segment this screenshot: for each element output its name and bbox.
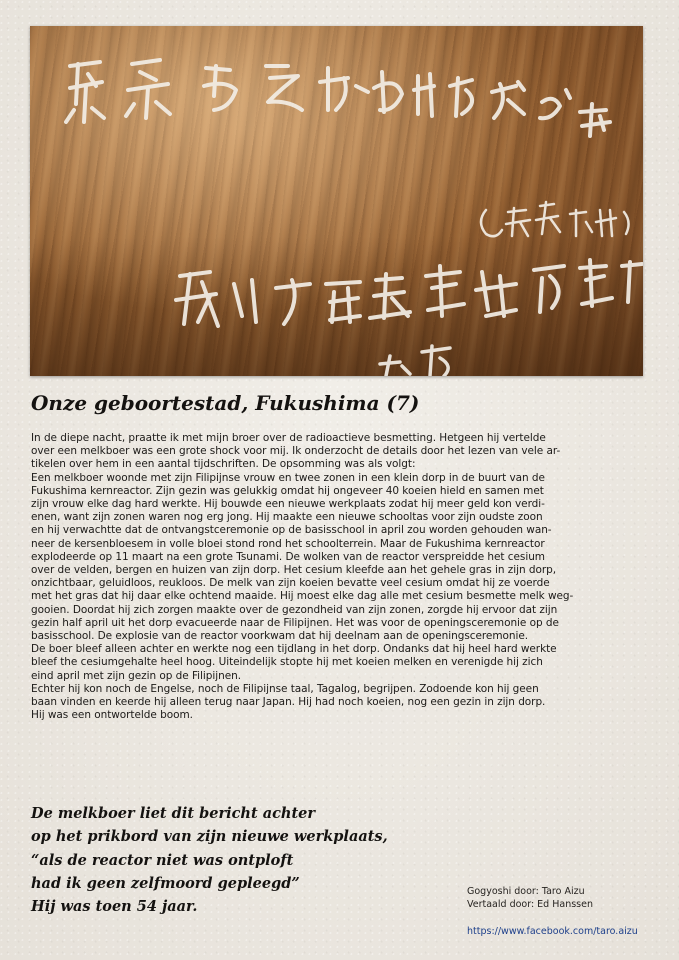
body-line: neer de kersenbloesem in volle bloei stond rond het schoolterrein. Maar de Fukushima kernreactor <box>31 537 545 550</box>
scratched-text-line-3 <box>176 260 642 326</box>
body-line: Hij was een ontwortelde boom. <box>31 709 193 722</box>
author-credit: Gogyoshi door: Taro Aizu <box>467 886 585 897</box>
quote-line: De melkboer liet dit bericht achter <box>31 805 316 822</box>
facebook-link[interactable]: https://www.facebook.com/taro.aizu <box>467 926 638 937</box>
body-line: bleef the cesiumgehalte heel hoog. Uiteindelijk stopte hij met koeien melken en verenigde hij zich <box>31 656 543 669</box>
article-body <box>31 432 649 722</box>
body-line: over een melkboer was een grote shock voor mij. Ik onderzocht de details door het lezen van vele ar- <box>31 445 561 458</box>
body-line: eind april met zijn gezin op de Filipijnen. <box>31 669 242 682</box>
scratched-text-line-1 <box>66 60 610 136</box>
quote-line: op het prikbord van zijn nieuwe werkplaats, <box>31 828 388 846</box>
body-line: onzichtbaar, geluidloos, reukloos. De melk van zijn koeien bevatte veel cesium omdat hij ze voerde <box>31 577 550 590</box>
body-line: gooien. Doordat hij zich zorgen maakte over de gezondheid van zijn zonen, zorgde hij ervoor dat zijn <box>31 603 558 616</box>
body-line: enen, want zijn zonen waren nog erg jong. Hij maakte een nieuwe schooltas voor zijn oudste zoon <box>31 511 543 524</box>
quote-line: “als de reactor niet was ontploft <box>31 851 294 869</box>
gogyoshi-quote <box>31 802 388 918</box>
body-line: zijn vrouw elke dag hard werkte. Hij bouwde een nieuwe werkplaats zodat hij meer geld kon verdi- <box>31 498 545 511</box>
body-line: Echter hij kon noch de Engelse, noch de Filipijnse taal, Tagalog, begrijpen. Zodoende kon hij geen <box>31 682 539 695</box>
body-line: De boer bleef alleen achter en werkte nog een tijdlang in het dorp. Ondanks dat hij heel hard werkte <box>31 643 557 656</box>
body-line: gezin half april uit het dorp evacueerde naar de Filipijnen. Het was voor de openingsceremonie op de <box>31 616 559 629</box>
quote-line: Hij was toen 54 jaar. <box>31 898 198 916</box>
body-line: tikelen over hem in een aantal tijdschriften. De opsomming was als volgt: <box>31 458 416 471</box>
header-photo <box>30 26 643 376</box>
quote-line: had ik geen zelfmoord gepleegd” <box>31 874 300 892</box>
body-line: Fukushima kernreactor. Zijn gezin was gelukkig omdat hij ongeveer 40 koeien hield en samen met <box>31 484 544 497</box>
scratched-text-line-2 <box>481 202 629 236</box>
body-line: basisschool. De explosie van de reactor voorkwam dat hij deelnam aan de openingsceremonie. <box>31 630 529 643</box>
body-line: Een melkboer woonde met zijn Filipijnse vrouw en twee zonen in een klein dorp in de buurt van de <box>31 471 545 484</box>
body-line: In de diepe nacht, praatte ik met mijn broer over de radioactieve besmetting. Hetgeen hij vertelde <box>31 432 546 444</box>
article-title: Onze geboortestad, Fukushima (7) <box>31 391 420 415</box>
wood-board-scratched-writing <box>30 26 643 376</box>
body-line: met het gras dat hij daar elke ochtend maaide. Hij moest elke dag alle met cesium besmette melk weg- <box>31 590 574 603</box>
body-line: over de velden, bergen en huizen van zijn dorp. Het cesium kleefde aan het gehele gras in zijn dorp, <box>31 564 556 577</box>
credits <box>467 885 593 911</box>
translator-credit: Vertaald door: Ed Hanssen <box>467 899 593 910</box>
body-line: en hij verwachtte dat de ontvangstceremonie op de basisschool in april zou worden gehouden wan- <box>31 524 552 537</box>
body-line: baan vinden en keerde hij alleen terug naar Japan. Hij had noch koeien, nog een gezin in zijn dorp. <box>31 696 546 709</box>
body-line: explodeerde op 11 maart na een grote Tsunami. De wolken van de reactor verspreidde het cesium <box>31 550 545 563</box>
scratched-text-line-4 <box>380 346 450 376</box>
